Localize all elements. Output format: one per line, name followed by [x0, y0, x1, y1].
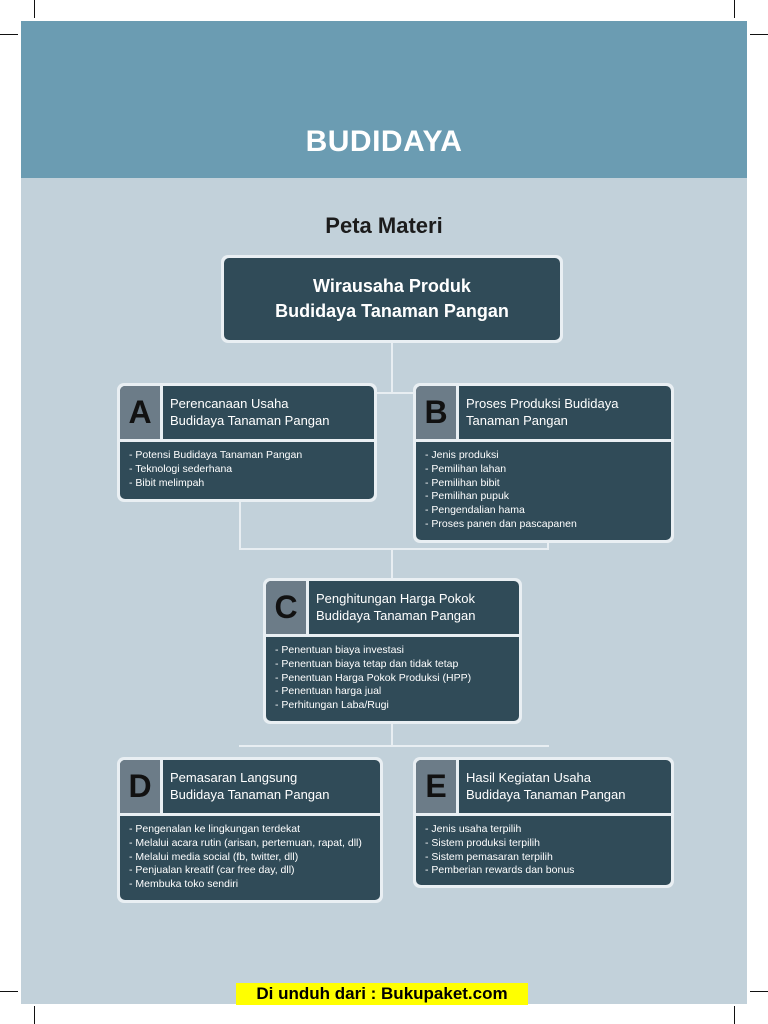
- section-c-divider: [266, 634, 519, 637]
- section-d-title-line2: Budidaya Tanaman Pangan: [170, 787, 330, 802]
- list-item: - Membuka toko sendiri: [129, 878, 239, 891]
- list-item: - Pemilihan bibit: [425, 476, 500, 489]
- list-item: - Melalui media social (fb, twitter, dll): [129, 850, 299, 863]
- list-item: - Jenis usaha terpilih: [425, 823, 522, 835]
- section-b-divider: [416, 439, 671, 442]
- section-e-letter: E: [416, 760, 459, 813]
- section-e-box: [413, 757, 674, 888]
- section-b-title-line1: Proses Produksi Budidaya: [466, 396, 619, 411]
- section-c-title-line2: Budidaya Tanaman Pangan: [316, 608, 476, 623]
- connector-a-stem: [239, 499, 241, 550]
- root-topic-box: [221, 255, 563, 343]
- section-b-items: [425, 449, 667, 532]
- list-item: - Perhitungan Laba/Rugi: [275, 699, 389, 712]
- section-c-box: [263, 578, 522, 724]
- section-c-letter: C: [266, 581, 309, 634]
- connector-de-bar: [239, 745, 549, 747]
- list-item: - Penentuan Harga Pokok Produksi (HPP): [275, 671, 472, 684]
- concept-map-heading: Peta Materi: [325, 213, 443, 238]
- list-item: - Pengendalian hama: [425, 504, 525, 517]
- section-c-items: [275, 644, 515, 713]
- section-a-letter: A: [120, 386, 163, 439]
- section-a-title-line1: Perencanaan Usaha: [170, 396, 289, 411]
- crop-mark-left-bottom: [0, 991, 18, 992]
- section-a-items: [129, 449, 370, 490]
- section-d-title: [170, 769, 374, 803]
- list-item: - Proses panen dan pascapanen: [425, 517, 577, 530]
- list-item: - Pengenalan ke lingkungan terdekat: [129, 823, 301, 835]
- download-source-banner: Di unduh dari : Bukupaket.com: [236, 983, 528, 1005]
- crop-mark-bottom-left: [34, 1006, 35, 1024]
- connector-abc-bar: [239, 548, 549, 550]
- root-title-line2: Budidaya Tanaman Pangan: [275, 301, 509, 321]
- list-item: - Potensi Budidaya Tanaman Pangan: [129, 449, 303, 461]
- root-topic-title: [224, 274, 560, 324]
- crop-mark-left-top: [0, 34, 18, 35]
- section-c-title-line1: Penghitungan Harga Pokok: [316, 591, 476, 606]
- crop-mark-top-right: [734, 0, 735, 18]
- section-a-title: [170, 395, 368, 429]
- section-d-box: [117, 757, 383, 903]
- crop-mark-right-bottom: [750, 991, 768, 992]
- list-item: - Penjualan kreatif (car free day, dll): [129, 864, 295, 877]
- section-e-divider: [416, 813, 671, 816]
- section-d-divider: [120, 813, 380, 816]
- list-item: - Jenis produksi: [425, 449, 499, 461]
- section-a-divider: [120, 439, 374, 442]
- section-d-letter: D: [120, 760, 163, 813]
- connector-c-bottom-stem: [391, 722, 393, 746]
- list-item: - Penentuan biaya tetap dan tidak tetap: [275, 657, 459, 670]
- root-title-line1: Wirausaha Produk: [313, 276, 471, 296]
- section-b-letter: B: [416, 386, 459, 439]
- section-b-title-line2: Tanaman Pangan: [466, 413, 568, 428]
- connector-c-stem: [391, 548, 393, 580]
- crop-mark-bottom-right: [734, 1006, 735, 1024]
- chapter-title: BUDIDAYA: [305, 125, 463, 158]
- list-item: - Penentuan biaya investasi: [275, 644, 404, 656]
- list-item: - Melalui acara rutin (arisan, pertemuan, rapat, dll): [129, 836, 362, 849]
- list-item: - Sistem pemasaran terpilih: [425, 850, 553, 863]
- section-a-title-line2: Budidaya Tanaman Pangan: [170, 413, 330, 428]
- section-e-title: [466, 769, 665, 803]
- list-item: - Pemberian rewards dan bonus: [425, 864, 575, 877]
- section-e-items: [425, 823, 667, 878]
- section-b-box: [413, 383, 674, 543]
- section-e-title-line2: Budidaya Tanaman Pangan: [466, 787, 626, 802]
- page: [21, 21, 747, 1004]
- crop-mark-top-left: [34, 0, 35, 18]
- section-e-title-line1: Hasil Kegiatan Usaha: [466, 770, 592, 785]
- list-item: - Pemilihan lahan: [425, 462, 507, 475]
- list-item: - Teknologi sederhana: [129, 462, 233, 475]
- section-b-title: [466, 395, 665, 429]
- list-item: - Penentuan harga jual: [275, 685, 382, 698]
- list-item: - Sistem produksi terpilih: [425, 836, 540, 849]
- list-item: - Pemilihan pupuk: [425, 490, 510, 503]
- connector-root-stem: [391, 342, 393, 393]
- section-c-title: [316, 590, 513, 624]
- section-a-box: [117, 383, 377, 502]
- list-item: - Bibit melimpah: [129, 476, 205, 489]
- section-d-items: [129, 823, 376, 892]
- chapter-banner: [21, 21, 747, 178]
- crop-mark-right-top: [750, 34, 768, 35]
- section-d-title-line1: Pemasaran Langsung: [170, 770, 298, 785]
